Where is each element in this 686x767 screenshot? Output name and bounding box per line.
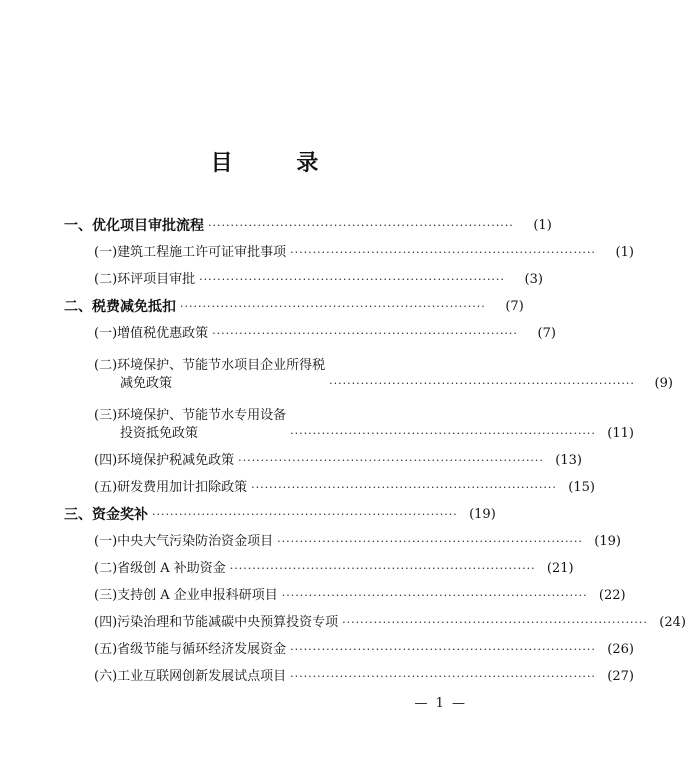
toc-entry-label: (四)污染治理和节能减碳中央预算投资专项 xyxy=(94,615,339,630)
dot-leader: ···································································· xyxy=(212,327,518,340)
toc-entry-1-2[interactable] xyxy=(64,262,543,289)
dot-leader: ···································································· xyxy=(281,589,588,602)
toc-entry-2-5[interactable] xyxy=(64,470,595,497)
toc-entry-label xyxy=(94,407,286,443)
toc-entry-3-1[interactable] xyxy=(64,524,621,551)
toc-entry-2-1[interactable] xyxy=(64,316,556,343)
toc-entry-label: (二)省级创 A 补助资金 xyxy=(94,561,226,576)
toc-entry-label: (三)支持创 A 企业申报科研项目 xyxy=(94,588,278,603)
toc-page-number: (21) xyxy=(546,561,574,576)
dot-leader: ···································································· xyxy=(238,454,544,467)
dot-leader: ···································································· xyxy=(290,643,596,656)
table-of-contents xyxy=(64,208,686,686)
toc-entry-label: (一)中央大气污染防治资金项目 xyxy=(94,534,274,549)
toc-entry-3-6[interactable] xyxy=(64,659,634,686)
toc-entry-label: (五)省级节能与循环经济发展资金 xyxy=(94,642,287,657)
toc-entry-label-line2: 减免政策 xyxy=(120,376,173,391)
toc-page-number: (26) xyxy=(607,642,634,657)
toc-page-number: (7) xyxy=(537,326,556,341)
toc-entry-3-2[interactable] xyxy=(64,551,574,578)
toc-entry-3-3[interactable] xyxy=(64,578,626,605)
toc-entry-2-3[interactable] xyxy=(64,393,634,443)
toc-page-number: (3) xyxy=(524,272,543,287)
dot-leader: ···································································· xyxy=(277,535,583,548)
toc-entry-2[interactable] xyxy=(64,289,524,316)
toc-entry-label: (五)研发费用加计扣除政策 xyxy=(94,480,248,495)
toc-page-number: (11) xyxy=(607,426,634,441)
toc-page-number: (27) xyxy=(607,669,634,684)
toc-entry-3-5[interactable] xyxy=(64,632,634,659)
toc-entry-label: 二、税费减免抵扣 xyxy=(64,299,176,315)
toc-entry-label: (二)环评项目审批 xyxy=(94,272,196,287)
toc-page-number: (19) xyxy=(594,534,621,549)
toc-entry-label-line1: (三)环境保护、节能节水专用设备 xyxy=(94,408,287,423)
dot-leader: ···································································· xyxy=(180,300,486,313)
toc-entry-label: (一)增值税优惠政策 xyxy=(94,326,209,341)
toc-entry-label: (四)环境保护税减免政策 xyxy=(94,453,235,468)
toc-page-number: (1) xyxy=(615,245,634,260)
dot-leader: ···································································· xyxy=(199,273,505,286)
dot-leader: ···································································· xyxy=(251,481,557,494)
toc-page-number: (13) xyxy=(555,453,582,468)
toc-page-number: (19) xyxy=(469,507,496,522)
dot-leader: ···································································· xyxy=(152,508,458,521)
toc-entry-label: 一、优化项目审批流程 xyxy=(64,218,204,234)
toc-entry-2-4[interactable] xyxy=(64,443,582,470)
toc-entry-3[interactable] xyxy=(64,497,496,524)
dot-leader: ···································································· xyxy=(329,377,635,390)
folio-number: — 1 — xyxy=(414,696,467,711)
toc-page-number: (1) xyxy=(533,218,552,233)
toc-entry-label-line1: (二)环境保护、节能节水项目企业所得税 xyxy=(94,358,326,373)
toc-page-number: (15) xyxy=(568,480,595,495)
dot-leader: ···································································· xyxy=(290,427,596,440)
page-title: 目 录 xyxy=(210,151,347,176)
dot-leader: ···································································· xyxy=(208,219,514,232)
toc-page-number: (22) xyxy=(598,588,626,603)
toc-entry-3-4[interactable] xyxy=(64,605,686,632)
toc-entry-label xyxy=(94,357,325,393)
page-folio xyxy=(0,696,529,711)
toc-entry-label: (一)建筑工程施工许可证审批事项 xyxy=(94,245,287,260)
toc-page-number: (9) xyxy=(654,376,673,391)
toc-entry-label: (六)工业互联网创新发展试点项目 xyxy=(94,669,287,684)
dot-leader: ···································································· xyxy=(229,562,536,575)
toc-entry-1[interactable] xyxy=(64,208,552,235)
toc-entry-1-1[interactable] xyxy=(64,235,634,262)
dot-leader: ···································································· xyxy=(290,670,596,683)
toc-entry-label-line2: 投资抵免政策 xyxy=(120,426,199,441)
dot-leader: ···································································· xyxy=(342,616,648,629)
toc-entry-2-2[interactable] xyxy=(64,343,673,393)
toc-page-number: (24) xyxy=(659,615,686,630)
toc-entry-label: 三、资金奖补 xyxy=(64,507,148,523)
toc-page-number: (7) xyxy=(505,299,524,314)
dot-leader: ···································································· xyxy=(290,246,596,259)
